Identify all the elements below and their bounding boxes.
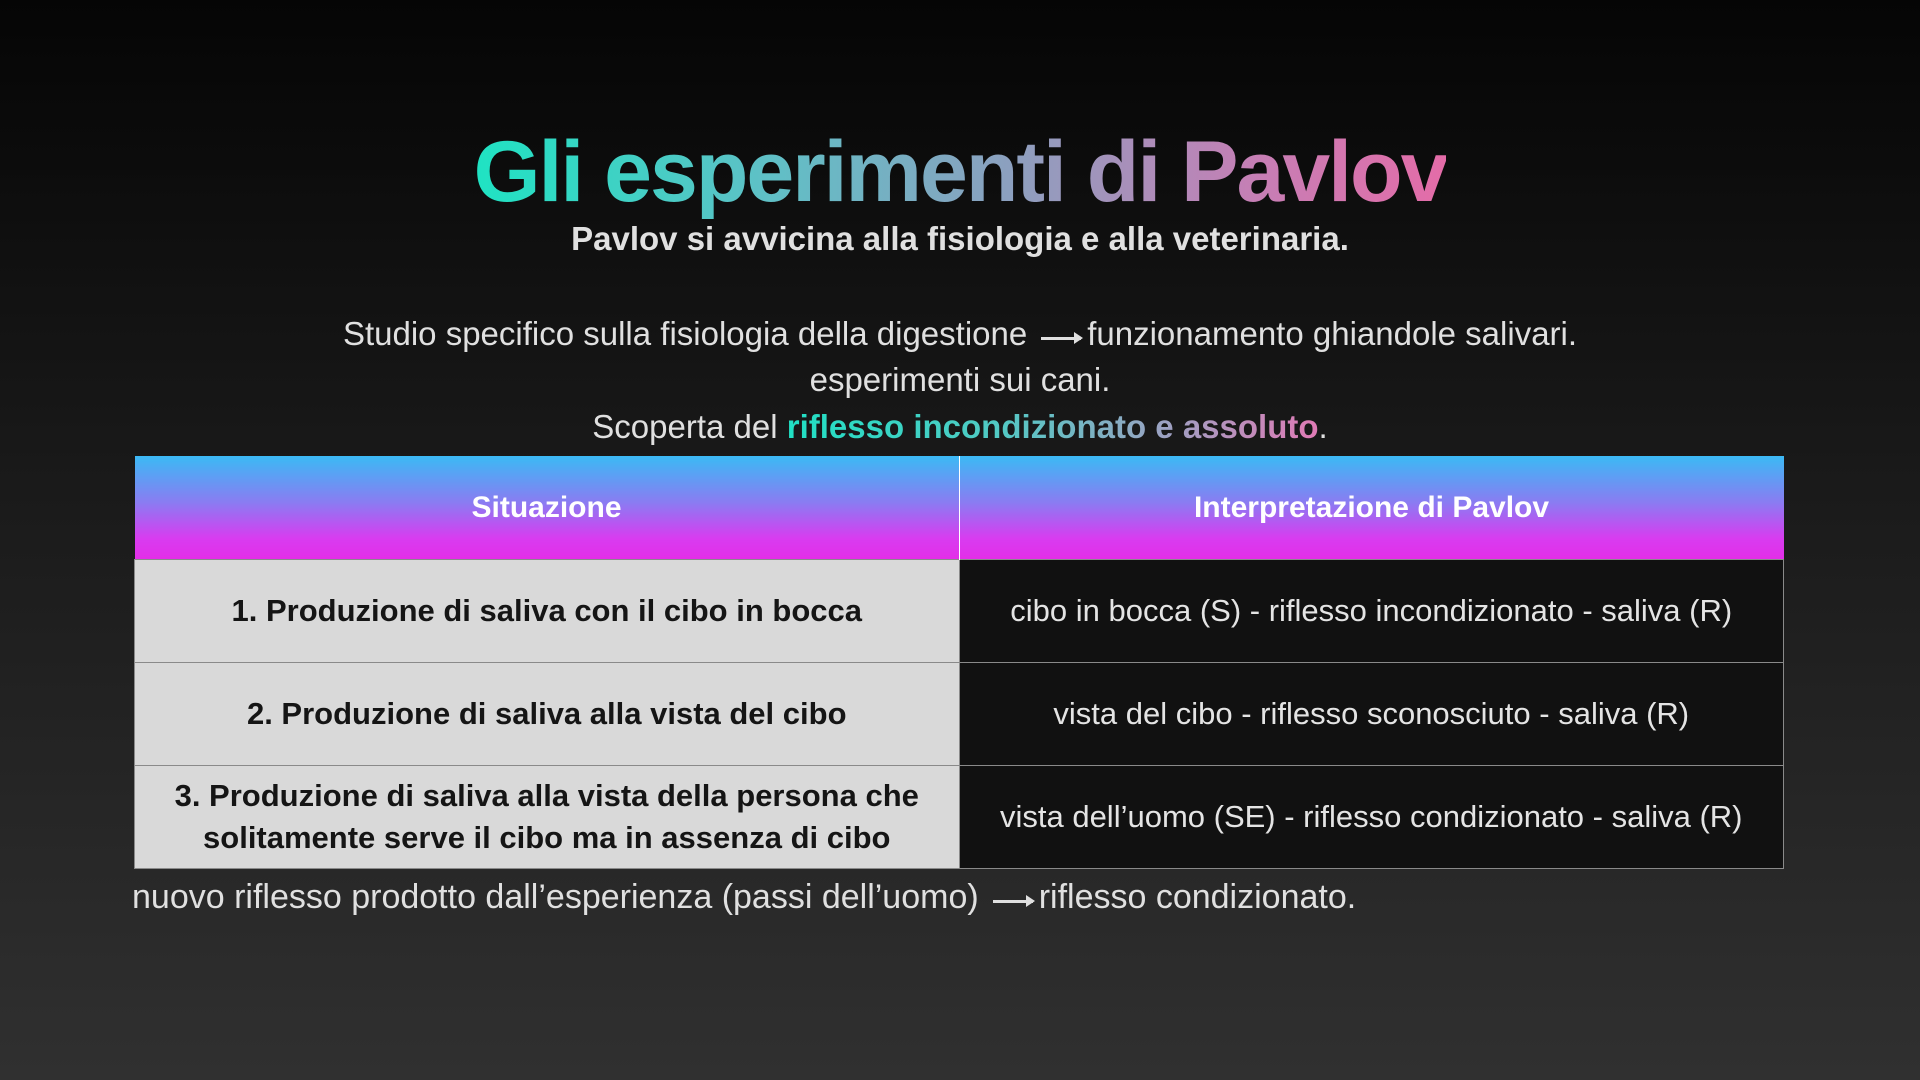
table-row: [135, 663, 1784, 766]
conclusion-right: riflesso condizionato.: [1038, 878, 1357, 916]
header-interpretazione: Interpretazione di Pavlov: [959, 456, 1784, 560]
interpretazione-cell: vista dell’uomo (SE) - riflesso condizionato - saliva (R): [959, 766, 1784, 869]
slide-subtitle: Pavlov si avvicina alla fisiologia e alla veterinaria.: [571, 220, 1349, 257]
digestion-line-right: funzionamento ghiandole salivari.: [1087, 315, 1578, 352]
discovery-suffix: .: [1318, 408, 1328, 445]
right-arrow-icon: [993, 900, 1033, 903]
header-situazione: Situazione: [135, 456, 960, 560]
digestion-line-left: Studio specifico sulla fisiologia della digestione: [342, 315, 1028, 352]
experiments-line: esperimenti sui cani.: [809, 361, 1111, 398]
slide-title: [0, 122, 1920, 222]
pavlov-table: [134, 456, 1784, 869]
interpretazione-cell: cibo in bocca (S) - riflesso incondizionato - saliva (R): [959, 560, 1784, 663]
table-header-row: [135, 456, 1784, 560]
situazione-cell: 3. Produzione di saliva alla vista della persona che solitamente serve il cibo ma in assenza di cibo: [135, 766, 960, 869]
discovery-prefix: Scoperta del: [592, 408, 787, 445]
situazione-cell: 2. Produzione di saliva alla vista del cibo: [135, 663, 960, 766]
interpretazione-cell: vista del cibo - riflesso sconosciuto - saliva (R): [959, 663, 1784, 766]
situazione-cell: 1. Produzione di saliva con il cibo in bocca: [135, 560, 960, 663]
digestion-line: [0, 312, 1920, 356]
discovery-highlight: riflesso incondizionato e assoluto: [786, 408, 1319, 445]
conclusion-left: nuovo riflesso prodotto dall’esperienza (passi dell’uomo): [132, 878, 979, 916]
discovery-line: [0, 405, 1920, 449]
right-arrow-icon: [1041, 337, 1081, 340]
table-row: [135, 560, 1784, 663]
table-row: [135, 766, 1784, 869]
slide-title-text: Gli esperimenti di Pavlov: [473, 124, 1447, 220]
conclusion-line: [132, 875, 1356, 919]
